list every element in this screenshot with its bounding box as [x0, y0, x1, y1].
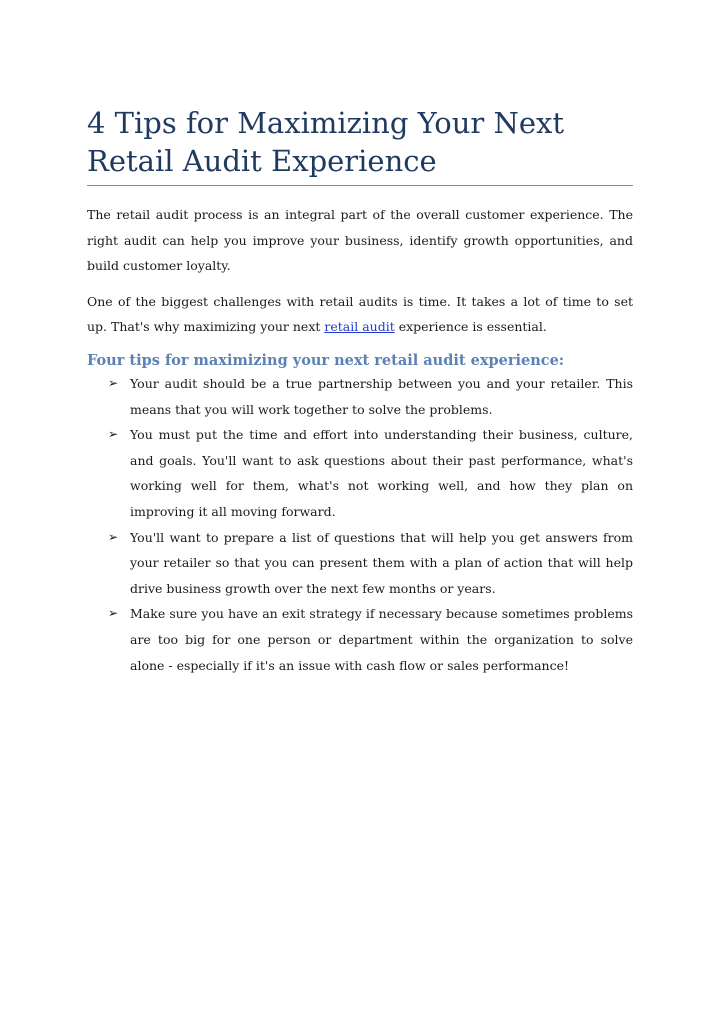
tip-text: Make sure you have an exit strategy if necessary because sometimes problems are too big for one person or department within the organization to solve alone - especially if it's an issue with cash flow or sales performance!: [130, 606, 633, 673]
list-item: [87, 422, 633, 524]
arrowhead-bullet-icon: ➢: [108, 375, 119, 390]
arrowhead-bullet-icon: ➢: [108, 606, 119, 621]
page-title: 4 Tips for Maximizing Your Next Retail Audit Experience: [87, 104, 633, 186]
arrowhead-bullet-icon: ➢: [108, 427, 119, 442]
arrowhead-bullet-icon: ➢: [108, 529, 119, 544]
tips-list: [87, 371, 633, 678]
paragraph-text-before-link: One of the biggest challenges with retail audits is time. It takes a lot of time to set up. That's why maximizing your next: [87, 293, 633, 335]
retail-audit-link[interactable]: retail audit: [324, 319, 395, 335]
tip-text: You'll want to prepare a list of questions that will help you get answers from your retailer so that you can present them with a plan of action that will help drive business growth over the next few months or years.: [130, 529, 633, 596]
tip-text: Your audit should be a true partnership between you and your retailer. This means that you will work together to solve the problems.: [130, 375, 633, 417]
list-item: [87, 371, 633, 422]
list-item: [87, 601, 633, 678]
list-item: [87, 525, 633, 602]
tip-text: You must put the time and effort into understanding their business, culture, and goals. You'll want to ask questions about their past performance, what's working well for them, what's not working well, and how they plan on improving it all moving forward.: [130, 427, 633, 519]
document-page: [87, 104, 633, 678]
time-paragraph: [87, 289, 633, 340]
intro-paragraph: The retail audit process is an integral part of the overall customer experience. The right audit can help you improve your business, identify growth opportunities, and build customer loyalty.: [87, 207, 633, 274]
tips-subheading: Four tips for maximizing your next retail audit experience:: [87, 351, 565, 369]
paragraph-text-after-link: experience is essential.: [394, 319, 547, 335]
